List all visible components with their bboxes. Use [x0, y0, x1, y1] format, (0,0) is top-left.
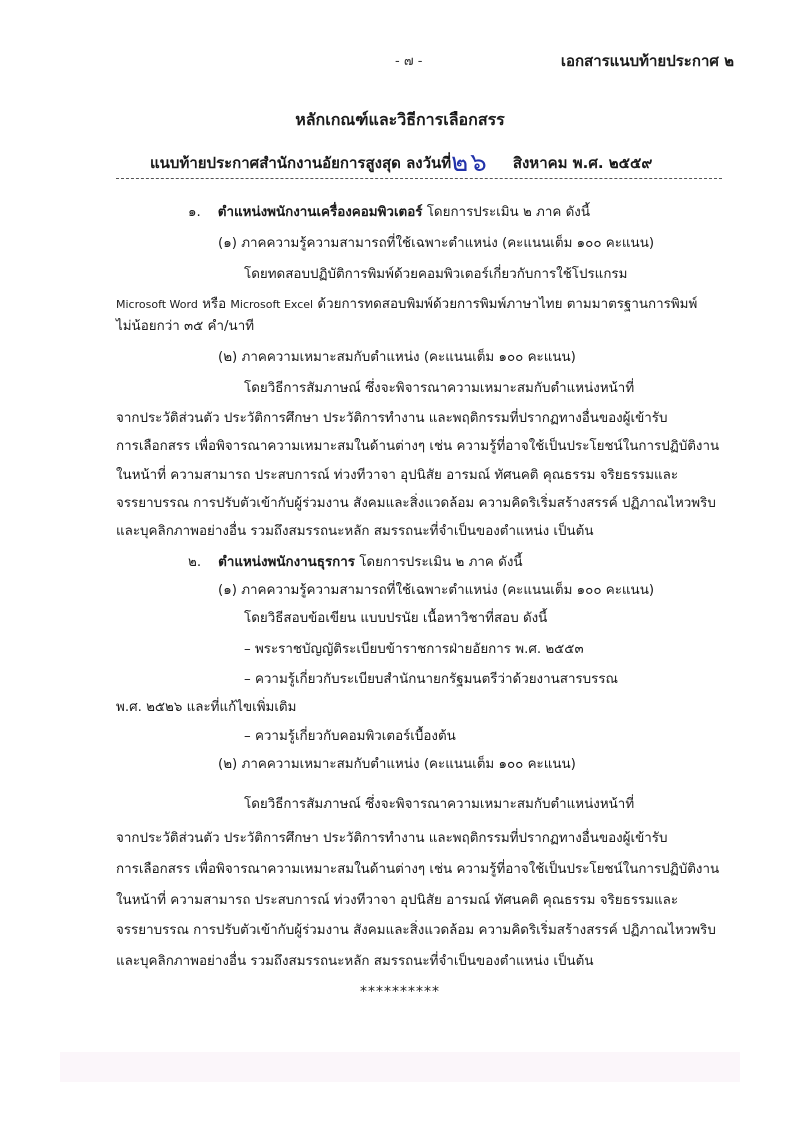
section-2-part-2-line: จากประวัติส่วนตัว ประวัติการศึกษา ประวัติการทำงาน และพฤติกรรมที่ปรากฏทางอื่นของผู้เข้ารับ — [116, 831, 668, 846]
section-1-heading — [188, 204, 590, 222]
section-1-part-1-line: ไม่น้อยกว่า ๓๕ คำ/นาที — [116, 319, 255, 334]
section-2-part-2-line: จรรยาบรรณ การปรับตัวเข้ากับผู้ร่วมงาน สังคมและสิ่งแวดล้อม ความคิดริเริ่มสร้างสรรค์ ปฏิภาณไหวพริบ — [116, 923, 716, 938]
section-1-title: ตำแหน่งพนักงานเครื่องคอมพิวเตอร์ — [217, 205, 423, 220]
section-1-part-1-line: โดยทดสอบปฏิบัติการพิมพ์ด้วยคอมพิวเตอร์เกี่ยวกับการใช้โปรแกรม — [244, 267, 628, 282]
typing-standard-text: ด้วยการทดสอบพิมพ์ด้วยการพิมพ์ภาษาไทย ตามมาตรฐานการพิมพ์ — [313, 297, 698, 312]
section-2-part-1-title: (๑) ภาคความรู้ความสามารถที่ใช้เฉพาะตำแหน่ง (คะแนนเต็ม ๑๐๐ คะแนน) — [218, 583, 655, 598]
subject-bullet-continuation: พ.ศ. ๒๕๒๖ และที่แก้ไขเพิ่มเติม — [116, 700, 297, 715]
microsoft-word-text: Microsoft Word — [116, 298, 198, 311]
subject-bullet: – พระราชบัญญัติระเบียบข้าราชการฝ่ายอัยการ พ.ศ. ๒๕๕๓ — [244, 642, 584, 657]
subtitle-prefix: แนบท้ายประกาศสำนักงานอัยการสูงสุด ลงวันที่ — [150, 154, 452, 172]
microsoft-excel-text: Microsoft Excel — [230, 298, 314, 311]
subject-bullet: – ความรู้เกี่ยวกับคอมพิวเตอร์เบื้องต้น — [244, 729, 456, 744]
section-2-part-2-line: การเลือกสรร เพื่อพิจารณาความเหมาะสมในด้านต่างๆ เช่น ความรู้ที่อาจใช้เป็นประโยชน์ในการปฏิบัติงาน — [116, 862, 720, 877]
annex-label: เอกสารแนบท้ายประกาศ ๒ — [560, 52, 734, 70]
section-2-part-2-line: โดยวิธีการสัมภาษณ์ ซึ่งจะพิจารณาความเหมาะสมกับตำแหน่งหน้าที่ — [244, 797, 635, 812]
section-1-part-2-line: การเลือกสรร เพื่อพิจารณาความเหมาะสมในด้านต่างๆ เช่น ความรู้ที่อาจใช้เป็นประโยชน์ในการปฏิบัติงาน — [116, 439, 720, 454]
end-marker: ********** — [360, 984, 440, 1000]
section-2-part-2-line: ในหน้าที่ ความสามารถ ประสบการณ์ ท่วงทีวาจา อุปนิสัย อารมณ์ ทัศนคติ คุณธรรม จริยธรรมและ — [116, 893, 679, 908]
section-1-title-rest: โดยการประเมิน ๒ ภาค ดังนี้ — [422, 205, 590, 220]
section-1-part-2-line: และบุคลิกภาพอย่างอื่น รวมถึงสมรรถนะหลัก สมรรถนะที่จำเป็นของตำแหน่ง เป็นต้น — [116, 524, 594, 539]
section-2-number: ๒. — [188, 555, 202, 570]
section-2-title-rest: โดยการประเมิน ๒ ภาค ดังนี้ — [354, 555, 523, 570]
section-2-heading — [188, 554, 523, 572]
document-subtitle — [150, 142, 652, 183]
section-1-number: ๑. — [188, 205, 201, 220]
paper-bleed-through — [60, 1052, 740, 1082]
section-2-part-2-title: (๒) ภาคความเหมาะสมกับตำแหน่ง (คะแนนเต็ม ๑๐๐ คะแนน) — [218, 757, 576, 772]
section-2-part-1-intro: โดยวิธีสอบข้อเขียน แบบปรนัย เนื้อหาวิชาที่สอบ ดังนี้ — [244, 611, 548, 626]
section-2-part-2-line: และบุคลิกภาพอย่างอื่น รวมถึงสมรรถนะหลัก สมรรถนะที่จำเป็นของตำแหน่ง เป็นต้น — [116, 954, 594, 969]
section-2-title: ตำแหน่งพนักงานธุรการ — [218, 555, 355, 570]
document-title: หลักเกณฑ์และวิธีการเลือกสรร — [295, 110, 505, 129]
section-1-part-2-line: ในหน้าที่ ความสามารถ ประสบการณ์ ท่วงทีวาจา อุปนิสัย อารมณ์ ทัศนคติ คุณธรรม จริยธรรมและ — [116, 468, 679, 483]
subtitle-suffix: สิงหาคม พ.ศ. ๒๕๕๙ — [512, 154, 653, 172]
section-1-part-1-mixed-line — [116, 296, 697, 314]
or-text: หรือ — [197, 297, 231, 312]
dashed-divider — [116, 178, 722, 179]
section-1-part-2-title: (๒) ภาคความเหมาะสมกับตำแหน่ง (คะแนนเต็ม ๑๐๐ คะแนน) — [218, 350, 576, 365]
section-1-part-1-title: (๑) ภาคความรู้ความสามารถที่ใช้เฉพาะตำแหน่ง (คะแนนเต็ม ๑๐๐ คะแนน) — [218, 236, 655, 251]
section-1-part-2-line: จรรยาบรรณ การปรับตัวเข้ากับผู้ร่วมงาน สังคมและสิ่งแวดล้อม ความคิดริเริ่มสร้างสรรค์ ปฏิภาณไหวพริบ — [116, 496, 716, 511]
handwritten-day: ๒๖ — [451, 148, 489, 178]
section-1-part-2-line: จากประวัติส่วนตัว ประวัติการศึกษา ประวัติการทำงาน และพฤติกรรมที่ปรากฏทางอื่นของผู้เข้ารับ — [116, 411, 668, 426]
section-1-part-2-line: โดยวิธีการสัมภาษณ์ ซึ่งจะพิจารณาความเหมาะสมกับตำแหน่งหน้าที่ — [244, 381, 635, 396]
subject-bullet: – ความรู้เกี่ยวกับระเบียบสำนักนายกรัฐมนตรีว่าด้วยงานสารบรรณ — [244, 672, 618, 687]
page-number: - ๗ - — [395, 54, 423, 69]
